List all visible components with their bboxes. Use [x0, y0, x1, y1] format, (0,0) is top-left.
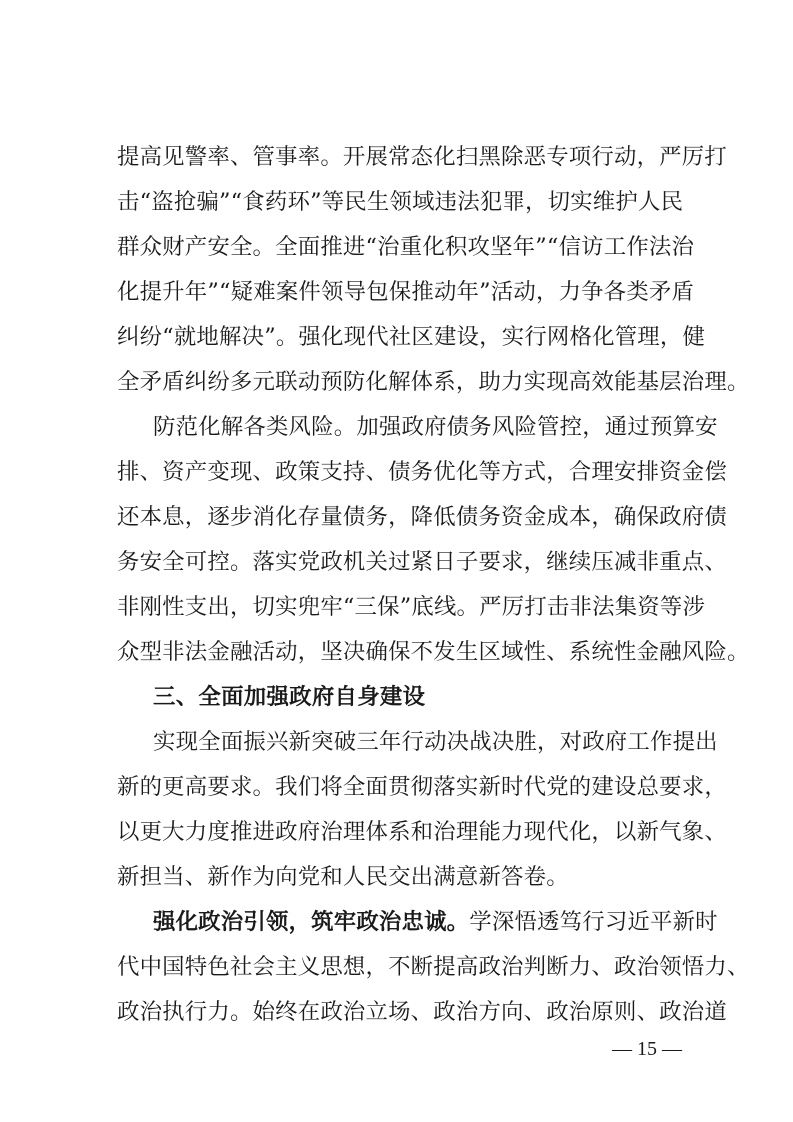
paragraph-line: 击“盗抢骗”“食药环”等民生领域违法犯罪，切实维护人民: [117, 189, 684, 215]
paragraph-line: 务安全可控。落实党政机关过紧日子要求，继续压减非重点、: [117, 549, 727, 575]
paragraph-line: 非刚性支出，切实兜牢“三保”底线。严厉打击非法集资等涉: [117, 594, 706, 620]
page-number: — 15 —: [612, 1038, 682, 1060]
paragraph-line: 纠纷“就地解决”。强化现代社区建设，实行网格化管理，健: [117, 324, 706, 350]
paragraph-line: 新的更高要求。我们将全面贯彻落实新时代党的建设总要求，: [117, 774, 727, 800]
paragraph-line: 防范化解各类风险。加强政府债务风险管控，通过预算安: [153, 414, 718, 440]
paragraph-line: 政治执行力。始终在政治立场、政治方向、政治原则、政治道: [117, 999, 727, 1025]
paragraph-line: 化提升年”“疑难案件领导包保推动年”活动，力争各类矛盾: [117, 279, 695, 305]
section-heading: 三、全面加强政府自身建设: [153, 684, 426, 710]
lead-sentence-rest: 学深悟透笃行习近平新时: [469, 909, 718, 935]
paragraph-line: 新担当、新作为向党和人民交出满意新答卷。: [117, 864, 569, 890]
paragraph-line: 众型非法金融活动，坚决确保不发生区域性、系统性金融风险。: [117, 639, 750, 665]
lead-sentence: 强化政治引领，筑牢政治忠诚。: [153, 909, 470, 935]
paragraph-line: 提高见警率、管事率。开展常态化扫黑除恶专项行动，严厉打: [117, 144, 727, 170]
paragraph-line: 排、资产变现、政策支持、债务优化等方式，合理安排资金偿: [117, 459, 727, 485]
paragraph-line: 还本息，逐步消化存量债务，降低债务资金成本，确保政府债: [117, 504, 727, 530]
paragraph-line: 全矛盾纠纷多元联动预防化解体系，助力实现高效能基层治理。: [117, 369, 750, 395]
paragraph-line: [153, 906, 718, 938]
paragraph-line: 代中国特色社会主义思想，不断提高政治判断力、政治领悟力、: [117, 954, 750, 980]
paragraph-line: 以更大力度推进政府治理体系和治理能力现代化，以新气象、: [117, 819, 727, 845]
paragraph-line: 实现全面振兴新突破三年行动决战决胜，对政府工作提出: [153, 729, 718, 755]
paragraph-line: 群众财产安全。全面推进“治重化积攻坚年”“信访工作法治: [117, 234, 695, 260]
